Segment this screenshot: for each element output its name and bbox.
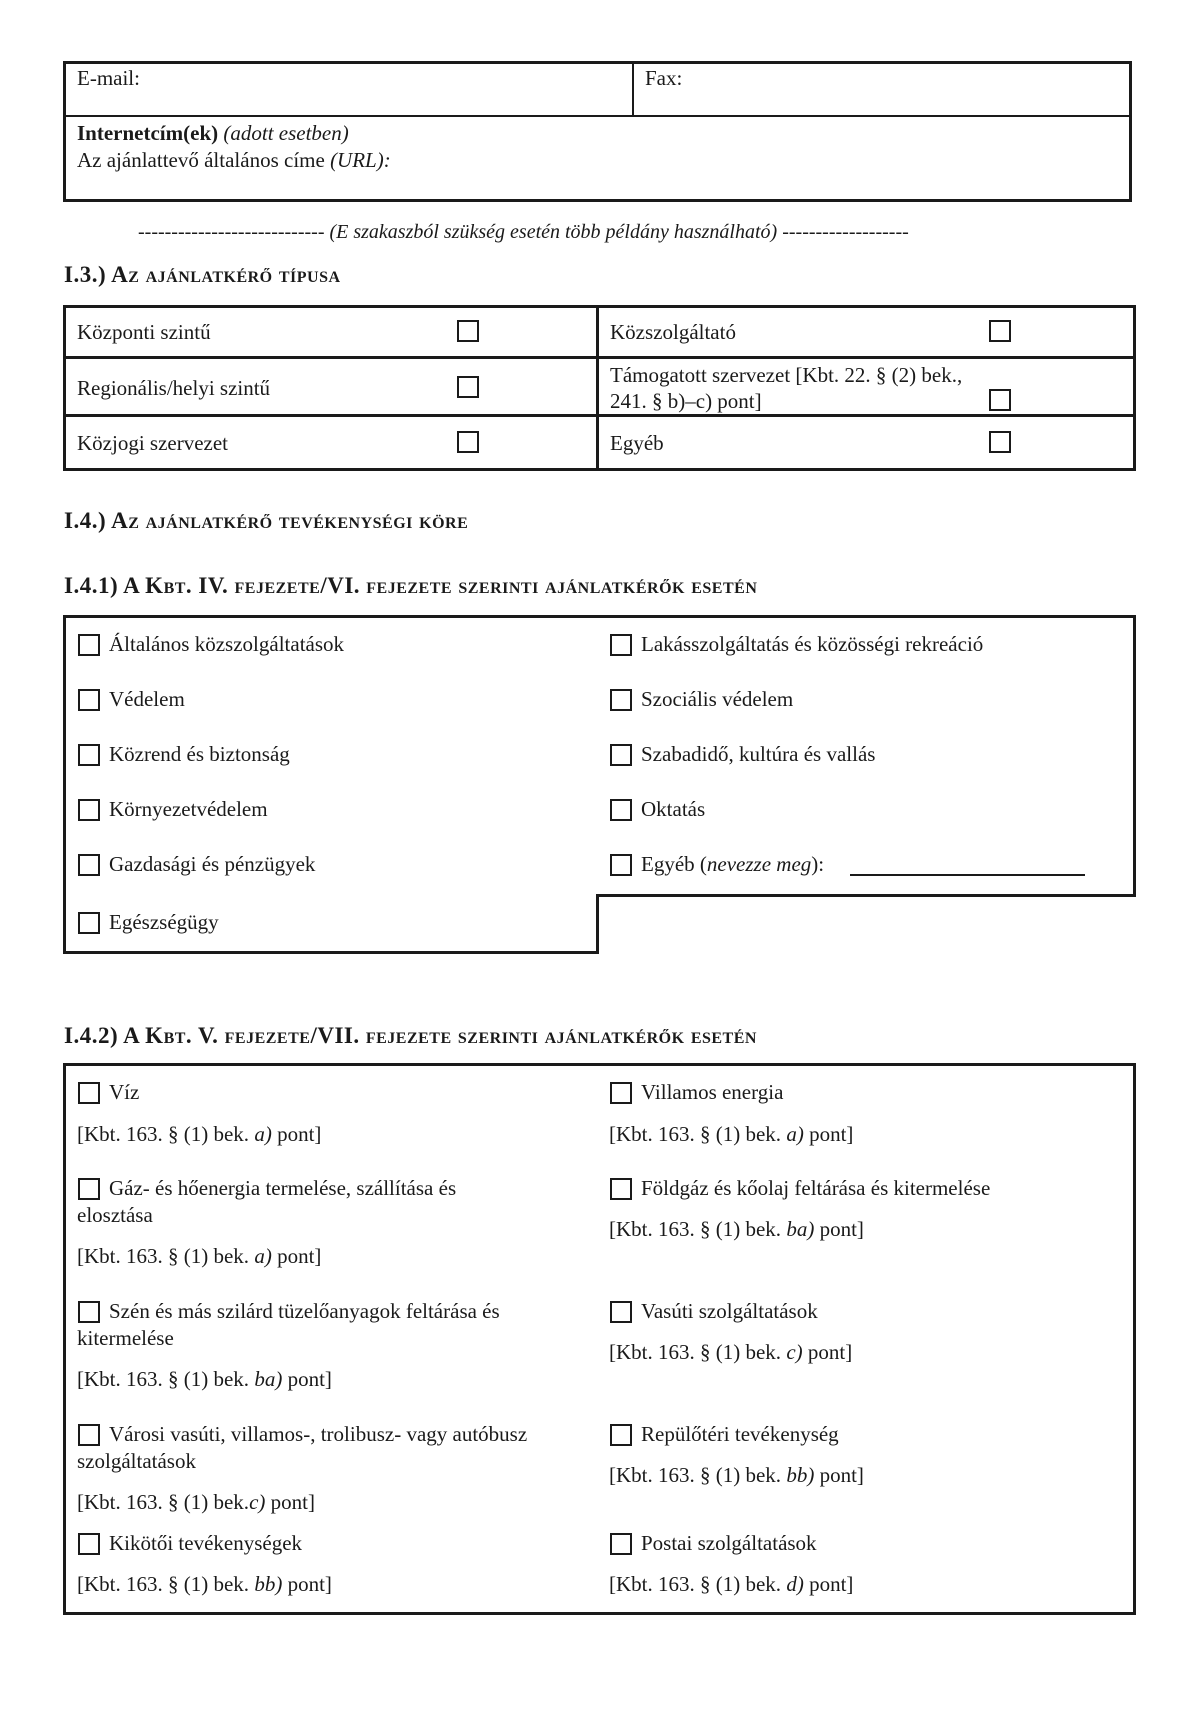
sector-electricity-ref: [609, 1122, 853, 1147]
sector-urban-transport-ref-prefix: [Kbt. 163. § (1) bek.: [77, 1490, 250, 1514]
activity-other-label-prefix: Egyéb (: [641, 852, 707, 876]
sector-water-ref-prefix: [Kbt. 163. § (1) bek.: [77, 1122, 250, 1146]
sector-port-label: Kikötői tevékenységek: [109, 1531, 303, 1555]
sector-gas-heat-label-line1: Gáz- és hőenergia termelése, szállítása és: [109, 1176, 457, 1200]
sector-electricity-ref-suffix: pont]: [809, 1122, 854, 1146]
type-other-label: Egyéb: [610, 431, 664, 455]
sector-coal-label-line1: Szén és más szilárd tüzelőanyagok feltárása és: [109, 1299, 500, 1323]
section-i3-title: I.3.) Az ajánlatkérő típusa: [64, 262, 341, 287]
type-table-divider-h2: [63, 414, 1136, 417]
sector-urban-transport-ref-suffix: pont]: [270, 1490, 315, 1514]
sector-gas-heat-ref-suffix: pont]: [277, 1244, 322, 1268]
sector-coal-checkbox[interactable]: [78, 1301, 100, 1323]
sector-railway-checkbox[interactable]: [610, 1301, 632, 1323]
sector-coal-ref: [77, 1367, 332, 1392]
sector-oil-gas-ref-prefix: [Kbt. 163. § (1) bek.: [609, 1217, 782, 1241]
sector-gas-heat-label-line2: elosztása: [77, 1203, 153, 1227]
type-central-label: Központi szintű: [77, 320, 211, 344]
url-label-suffix: (URL):: [330, 148, 391, 172]
sector-airport-ref: [609, 1463, 864, 1488]
sector-airport-checkbox[interactable]: [610, 1424, 632, 1446]
sector-water-ref: [77, 1122, 321, 1147]
fax-label[interactable]: Fax:: [645, 66, 683, 90]
sector-oil-gas-ref-point: ba): [786, 1217, 815, 1241]
sector-coal-label-line2: kitermelése: [77, 1326, 174, 1350]
activity-environment-checkbox[interactable]: [78, 799, 100, 821]
sector-airport-label: Repülőtéri tevékenység: [641, 1422, 839, 1446]
sector-water-ref-suffix: pont]: [277, 1122, 322, 1146]
internet-address-label: [77, 121, 349, 146]
section-i41-title: I.4.1) A Kbt. IV. fejezete/VI. fejezete szerinti ajánlatkérők esetén: [64, 573, 758, 598]
sector-gas-heat-ref-point: a): [254, 1244, 272, 1268]
sector-railway-ref-point: c): [786, 1340, 803, 1364]
activity-education-label: Oktatás: [641, 797, 706, 821]
sector-port-ref-prefix: [Kbt. 163. § (1) bek.: [77, 1572, 250, 1596]
sector-oil-gas-checkbox[interactable]: [610, 1178, 632, 1200]
activity-recreation-label: Szabadidő, kultúra és vallás: [641, 742, 876, 766]
sector-electricity-ref-prefix: [Kbt. 163. § (1) bek.: [609, 1122, 782, 1146]
sector-railway-ref: [609, 1340, 852, 1365]
sector-coal-ref-suffix: pont]: [287, 1367, 332, 1391]
activity-housing-checkbox[interactable]: [610, 634, 632, 656]
i41-frame-bottom: [63, 951, 599, 954]
sector-electricity-label: Villamos energia: [641, 1080, 784, 1104]
sector-urban-transport-checkbox[interactable]: [78, 1424, 100, 1446]
internet-label-note: (adott esetben): [223, 121, 349, 145]
contact-divider-h: [63, 115, 1132, 117]
type-public-utility-checkbox[interactable]: [989, 320, 1011, 342]
sector-electricity-ref-point: a): [786, 1122, 804, 1146]
sector-oil-gas-ref: [609, 1217, 864, 1242]
section-i42-title: I.4.2) A Kbt. V. fejezete/VII. fejezete szerinti ajánlatkérők esetén: [64, 1023, 757, 1048]
activity-other-input-line[interactable]: [850, 874, 1085, 876]
note-dashes-left: ----------------------------: [138, 221, 325, 243]
type-public-utility-label: Közszolgáltató: [610, 320, 736, 344]
sector-urban-transport-ref: [77, 1490, 315, 1515]
activity-recreation-checkbox[interactable]: [610, 744, 632, 766]
sector-electricity-checkbox[interactable]: [610, 1082, 632, 1104]
section-i4-title: I.4.) Az ajánlatkérő tevékenységi köre: [64, 508, 469, 533]
type-table-divider-v: [596, 305, 599, 471]
sector-water-ref-point: a): [254, 1122, 272, 1146]
type-supported-org-label-line1: Támogatott szervezet [Kbt. 22. § (2) bek.,: [610, 363, 963, 387]
sector-postal-ref: [609, 1572, 853, 1597]
activity-other-checkbox[interactable]: [610, 854, 632, 876]
type-supported-org-label-line2: 241. § b)–c) pont]: [610, 389, 762, 413]
activity-general-services-label: Általános közszolgáltatások: [109, 632, 345, 656]
activity-other-label-suffix: ):: [811, 852, 825, 876]
sector-port-checkbox[interactable]: [78, 1533, 100, 1555]
i41-frame-right: [1133, 615, 1136, 897]
activity-other-label-italic: nevezze meg: [706, 852, 812, 876]
type-supported-org-checkbox[interactable]: [989, 389, 1011, 411]
contact-divider-v: [632, 61, 634, 117]
note-text: (E szakaszból szükség esetén több példány használható): [329, 221, 778, 243]
sector-postal-ref-prefix: [Kbt. 163. § (1) bek.: [609, 1572, 782, 1596]
i41-frame-top: [63, 615, 1136, 618]
sector-gas-heat-ref: [77, 1244, 321, 1269]
activity-defence-checkbox[interactable]: [78, 689, 100, 711]
type-regional-label: Regionális/helyi szintű: [77, 376, 271, 400]
activity-public-order-label: Közrend és biztonság: [109, 742, 290, 766]
sector-urban-transport-ref-point: c): [249, 1490, 266, 1514]
sector-oil-gas-ref-suffix: pont]: [819, 1217, 864, 1241]
sector-water-label: Víz: [109, 1080, 140, 1104]
activity-other-label: [641, 852, 824, 877]
email-label[interactable]: E-mail:: [77, 66, 140, 90]
note-dashes-right: -------------------: [782, 221, 909, 243]
sector-gas-heat-checkbox[interactable]: [78, 1178, 100, 1200]
activity-social-protection-checkbox[interactable]: [610, 689, 632, 711]
sector-postal-label: Postai szolgáltatások: [641, 1531, 817, 1555]
activity-general-services-checkbox[interactable]: [78, 634, 100, 656]
sector-postal-ref-point: d): [786, 1572, 804, 1596]
sector-oil-gas-label: Földgáz és kőolaj feltárása és kitermelése: [641, 1176, 991, 1200]
sector-coal-ref-prefix: [Kbt. 163. § (1) bek.: [77, 1367, 250, 1391]
activity-defence-label: Védelem: [109, 687, 185, 711]
sector-railway-ref-prefix: [Kbt. 163. § (1) bek.: [609, 1340, 782, 1364]
activity-public-order-checkbox[interactable]: [78, 744, 100, 766]
type-central-checkbox[interactable]: [457, 320, 479, 342]
type-regional-checkbox[interactable]: [457, 376, 479, 398]
sector-urban-transport-label-line2: szolgáltatások: [77, 1449, 196, 1473]
sector-airport-ref-suffix: pont]: [819, 1463, 864, 1487]
sector-gas-heat-ref-prefix: [Kbt. 163. § (1) bek.: [77, 1244, 250, 1268]
i41-frame-left: [63, 615, 66, 954]
type-table-divider-h1: [63, 356, 1136, 359]
sector-water-checkbox[interactable]: [78, 1082, 100, 1104]
sector-airport-ref-point: bb): [786, 1463, 815, 1487]
sector-coal-ref-point: ba): [254, 1367, 283, 1391]
sector-postal-ref-suffix: pont]: [809, 1572, 854, 1596]
type-public-law-checkbox[interactable]: [457, 431, 479, 453]
activity-economic-financial-checkbox[interactable]: [78, 854, 100, 876]
sector-postal-checkbox[interactable]: [610, 1533, 632, 1555]
activity-environment-label: Környezetvédelem: [109, 797, 268, 821]
sector-airport-ref-prefix: [Kbt. 163. § (1) bek.: [609, 1463, 782, 1487]
sector-port-ref-point: bb): [254, 1572, 283, 1596]
url-label[interactable]: [77, 148, 391, 173]
activity-health-checkbox[interactable]: [78, 912, 100, 934]
type-public-law-label: Közjogi szervezet: [77, 431, 229, 455]
sector-port-ref: [77, 1572, 332, 1597]
section-copy-note: [138, 221, 909, 244]
sector-railway-ref-suffix: pont]: [807, 1340, 853, 1364]
type-other-checkbox[interactable]: [989, 431, 1011, 453]
internet-label-bold: Internetcím(ek): [77, 121, 219, 145]
sector-urban-transport-label-line1: Városi vasúti, villamos-, trolibusz- vagy autóbusz: [109, 1422, 528, 1446]
activity-education-checkbox[interactable]: [610, 799, 632, 821]
activity-housing-label: Lakásszolgáltatás és közösségi rekreáció: [641, 632, 984, 656]
i41-frame-step: [596, 894, 1136, 897]
activity-economic-financial-label: Gazdasági és pénzügyek: [109, 852, 316, 876]
sector-railway-label: Vasúti szolgáltatások: [641, 1299, 818, 1323]
activity-social-protection-label: Szociális védelem: [641, 687, 794, 711]
activity-health-label: Egészségügy: [109, 910, 219, 934]
i41-frame-inner: [596, 894, 599, 954]
sector-port-ref-suffix: pont]: [287, 1572, 332, 1596]
url-label-prefix: Az ajánlattevő általános címe: [77, 148, 325, 172]
